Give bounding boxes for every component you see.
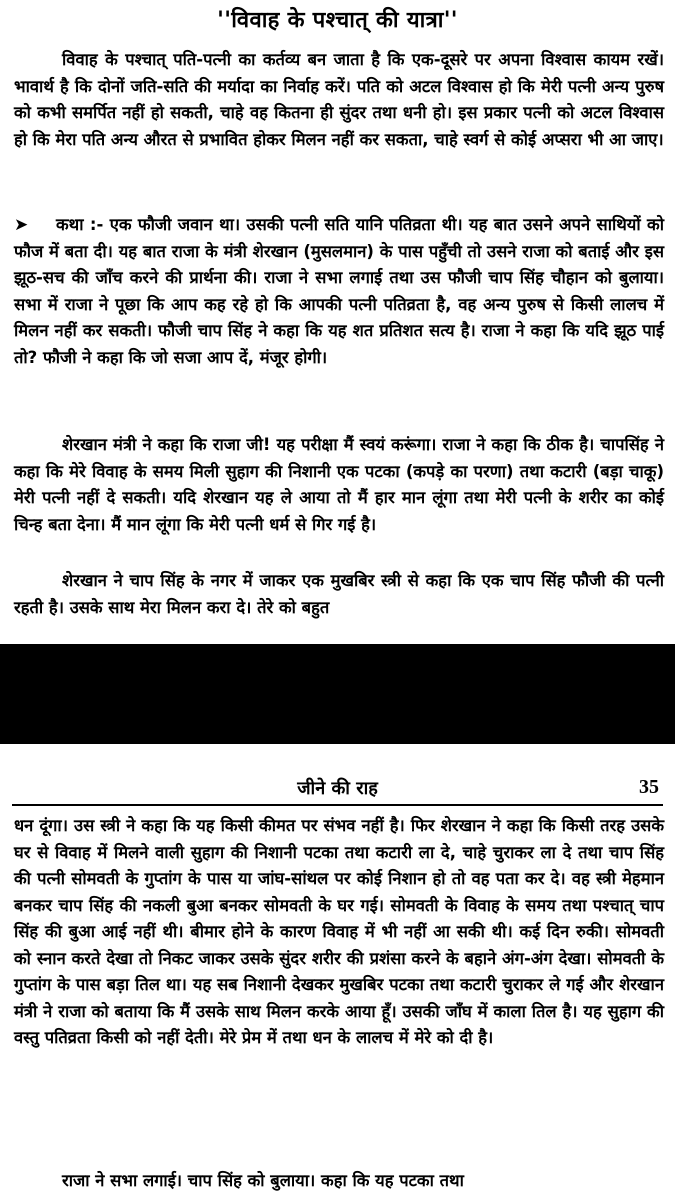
page-number: 35 — [639, 776, 659, 798]
chapter-title: ''विवाह के पश्चात् की यात्रा'' — [217, 8, 458, 33]
page-divider — [0, 644, 675, 744]
paragraph-intro: विवाह के पश्चात् पति-पत्नी का कर्तव्य बन जाता है कि एक-दूसरे पर अपना विश्वास कायम रखें। भावार्थ है कि दोनों जति-सति की मर्यादा का निर्वाह करें। पति को अटल विश्वास हो कि मेरी पत्नी अन्य पुरुष को कभी समर्पित नहीं हो सकती, चाहे वह कितना ही सुंदर तथा धनी हो। इस प्रकार पत्नी को अटल विश्वास हो कि मेरा पति अन्य औरत से प्रभावित होकर मिलन नहीं कर सकता, चाहे स्वर्ग से कोई अप्सरा भी आ जाए। — [14, 50, 664, 149]
bottom-page — [0, 744, 675, 1200]
story-text: कथा :- एक फौजी जवान था। उसकी पत्नी सति यानि पतिव्रता थी। यह बात उसने अपने साथियों को फौज में बता दी। यह बात राजा के मंत्री शेरखान (मुसलमान) के पास पहुँची तो उसने राजा को बताई और इस झूठ-सच की जाँच करने की प्रार्थना की। राजा ने सभा लगाई तथा उस फौजी चाप सिंह चौहान को बुलाया। सभा में राजा ने पूछा कि आप कह रहे हो कि आपकी पत्नी पतिव्रता है, वह अन्य पुरुष से किसी लालच में मिलन नहीं कर सकती। फौजी चाप सिंह ने कहा कि यह शत प्रतिशत सत्य है। राजा ने कहा कि यदि झूठ पाई तो? फौजी ने कहा कि जो सजा आप दें, मंजूर होगी। — [14, 215, 664, 367]
arrow-bullet-icon: ➤ — [14, 215, 29, 235]
paragraph-story — [14, 212, 664, 371]
running-title: जीने की राह — [297, 778, 378, 799]
paragraph-court: राजा ने सभा लगाई। चाप सिंह को बुलाया। कहा कि यह पटका तथा — [62, 1171, 464, 1190]
paragraph-informant: शेरखान ने चाप सिंह के नगर में जाकर एक मुखबिर स्त्री से कहा कि एक चाप सिंह फौजी की पत्नी रहती है। उसके साथ मेरा मिलन करा दे। तेरे को बहुत — [14, 571, 664, 617]
paragraph-test: शेरखान मंत्री ने कहा कि राजा जी! यह परीक्षा मैं स्वयं करूंगा। राजा ने कहा कि ठीक है। चापसिंह ने कहा कि मेरे विवाह के समय मिली सुहाग की निशानी एक पटका (कपड़े का परणा) तथा कटारी (बड़ा चाकू) मेरी पत्नी नहीं दे सकती। यदि शेरखान यह ले आया तो मैं हार मान लूंगा तथा मेरी पत्नी के शरीर का कोई चिन्ह बता देना। मैं मान लूंगा कि मेरी पत्नी धर्म से गिर गई है। — [14, 435, 664, 534]
paragraph-continuation: धन दूंगा। उस स्त्री ने कहा कि यह किसी कीमत पर संभव नहीं है। फिर शेरखान ने कहा कि किसी तरह उसके घर से विवाह में मिलने वाली सुहाग की निशानी पटका तथा कटारी ला दे, चाहे चुराकर ला दे तथा चाप सिंह की पत्नी सोमवती के गुप्तांग के पास या जांघ-सांथल पर कोई निशान हो तो वह पता कर दे। वह स्त्री मेहमान बनकर चाप सिंह की नकली बुआ बनकर सोमवती के घर गई। सोमवती के विवाह के समय तथा पश्चात् चाप सिंह की बुआ आई नहीं थी। बीमार होने के कारण विवाह में भी नहीं आ सकी थी। कई दिन रुकी। सोमवती को स्नान करते देखा तो निकट जाकर उसके सुंदर शरीर की प्रशंसा करने के बहाने अंग-अंग देखा। सोमवती के गुप्तांग के पास बड़ा तिल था। यह सब निशानी देखकर मुखबिर पटका तथा कटारी चुराकर ले गई और शेरखान मंत्री ने राजा को बताया कि मैं उसके साथ मिलन करके आया हूँ। उसकी जाँघ में काला तिल है। यह सुहाग की वस्तु पतिव्रता किसी को नहीं देती। मेरे प्रेम में तथा धन के लालच में मेरे को दी है। — [14, 816, 664, 1047]
